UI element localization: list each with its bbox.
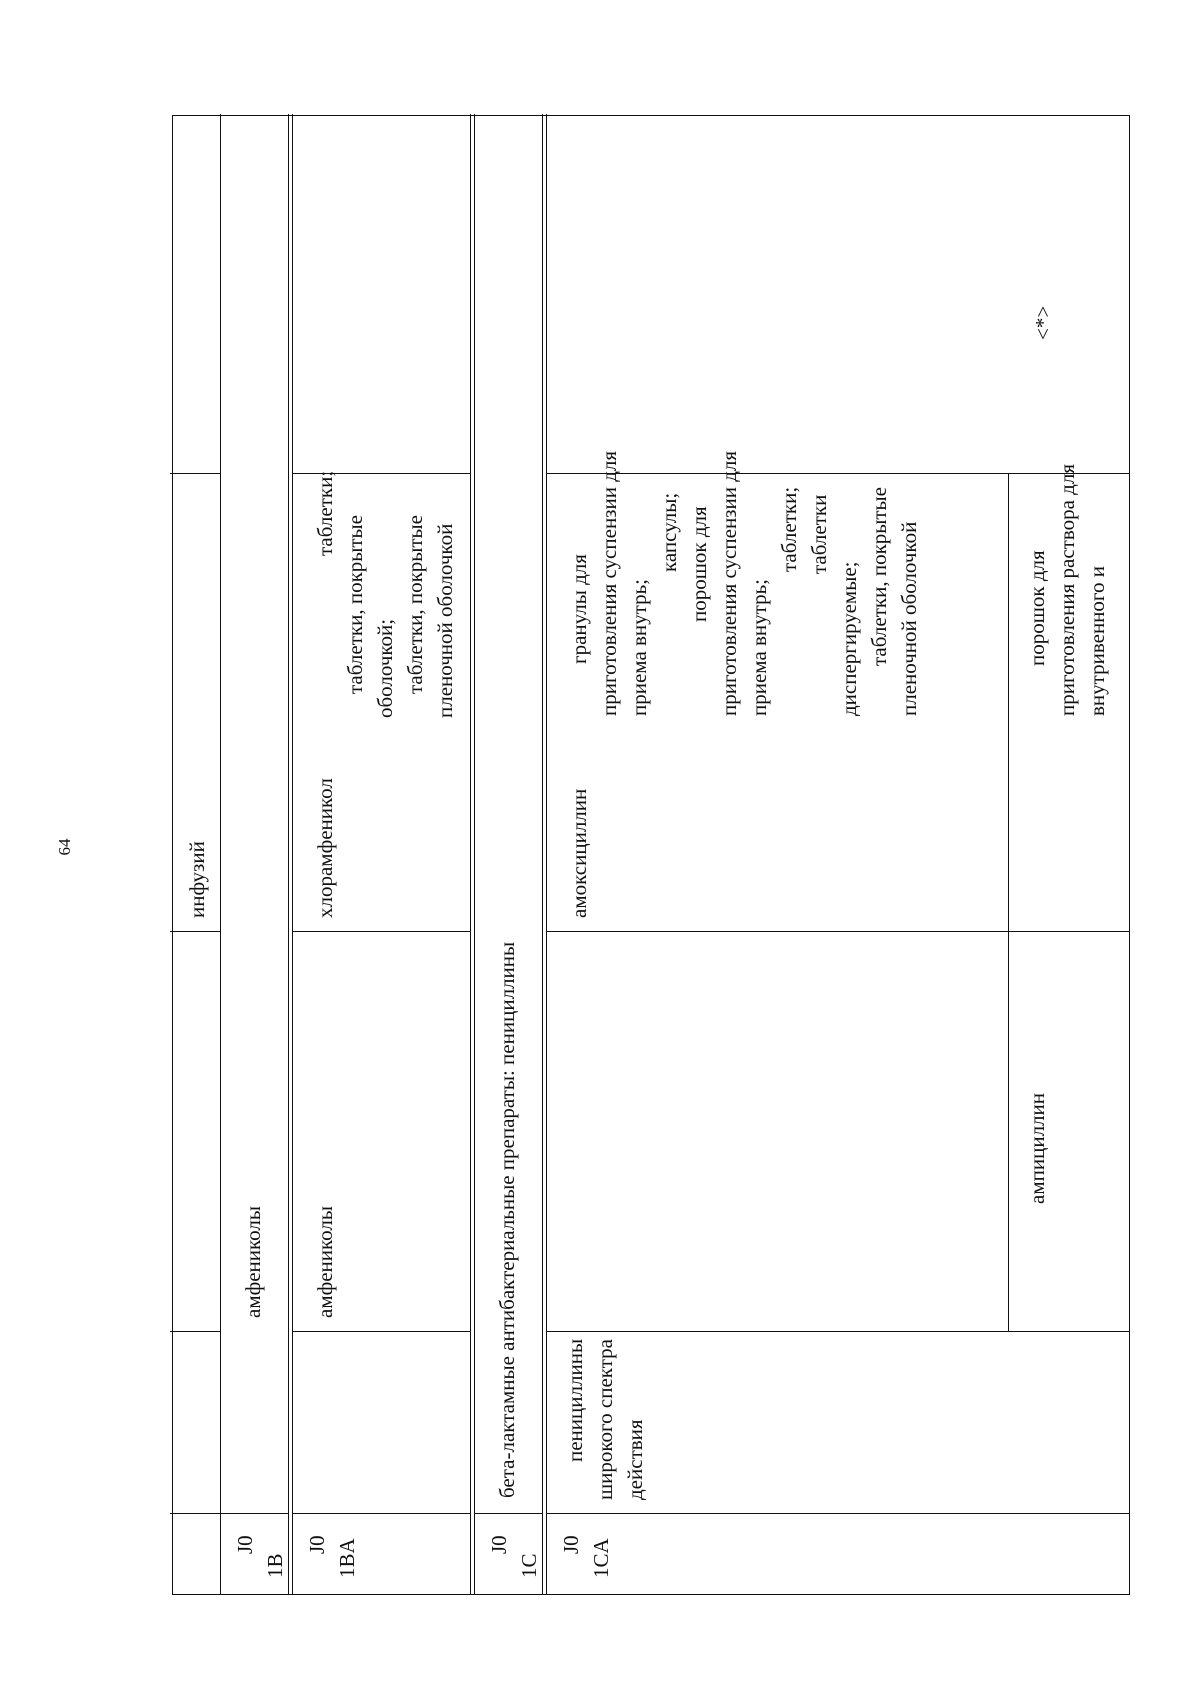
atc-code-line2: 1CA (589, 1538, 613, 1578)
col-divider (292, 931, 470, 932)
form-line: таблетки, покрытые (867, 487, 891, 666)
atc-code-line2: 1B (263, 1553, 287, 1578)
row-divider (292, 114, 293, 1594)
col-divider (170, 931, 220, 932)
col-divider (292, 1513, 470, 1514)
group-name: бета-лактамные антибактериальные препараты: пенициллины (495, 941, 519, 1498)
row-divider (474, 114, 475, 1594)
form-line: диспергируемые; (837, 561, 861, 716)
form-line: оболочкой; (373, 618, 397, 718)
form-line: приготовления суспензии для (597, 450, 621, 716)
form-line: гранулы для (567, 554, 591, 664)
col-divider (474, 1513, 542, 1514)
col-divider (170, 473, 220, 474)
form-line: порошок для (1025, 550, 1049, 666)
form-line: таблетки, покрытые (403, 515, 427, 694)
form-line: таблетки; (777, 486, 801, 572)
atc-code-line2: 1C (517, 1553, 541, 1578)
form-line: пленочной оболочкой (897, 521, 921, 716)
row-divider (542, 114, 543, 1594)
col-divider (292, 1331, 470, 1332)
form-line: внутривенного и (1085, 566, 1109, 716)
row-divider (220, 114, 221, 1594)
col-divider (546, 931, 1130, 932)
col-divider (170, 1513, 288, 1514)
rotated-table (170, 114, 1130, 1594)
drug-name: амоксициллин (567, 788, 591, 918)
note-marker: <*> (1031, 305, 1055, 340)
page-number: 64 (55, 838, 74, 856)
form-line: таблетки (807, 494, 831, 574)
group-name: амфениколы (313, 1206, 337, 1318)
form-line: пленочной оболочкой (433, 523, 457, 718)
form-line: порошок для (687, 506, 711, 622)
col-divider (170, 1331, 220, 1332)
col-divider (546, 1513, 1130, 1514)
atc-code-line1: J0 (487, 1535, 511, 1554)
col-divider (546, 1331, 1130, 1332)
form-line: приема внутрь; (747, 578, 771, 716)
drug-name: хлорамфеникол (313, 778, 337, 918)
atc-code-line1: J0 (559, 1535, 583, 1554)
form-line: капсулы; (657, 492, 681, 572)
form-line: приготовления суспензии для (717, 450, 741, 716)
group-name-line: пенициллины (563, 1338, 587, 1462)
form-line: приема внутрь; (627, 578, 651, 716)
forms-header-tail: инфузий (185, 841, 209, 918)
group-name-line: действия (623, 1419, 647, 1500)
form-line: приготовления раствора для (1055, 464, 1079, 716)
row-divider (288, 114, 289, 1594)
atc-code-line2: 1BA (335, 1538, 359, 1578)
row-divider (546, 114, 547, 1594)
atc-code-line1: J0 (233, 1535, 257, 1554)
form-line: таблетки; (313, 470, 337, 556)
group-name-line: широкого спектра (593, 1339, 617, 1500)
row-divider (1008, 474, 1009, 1332)
form-line: таблетки, покрытые (343, 515, 367, 694)
col-divider (546, 473, 1130, 474)
row-divider (470, 114, 471, 1594)
atc-code-line1: J0 (305, 1535, 329, 1554)
group-name: амфениколы (241, 1206, 265, 1318)
drug-name: ампициллин (1025, 1093, 1049, 1204)
